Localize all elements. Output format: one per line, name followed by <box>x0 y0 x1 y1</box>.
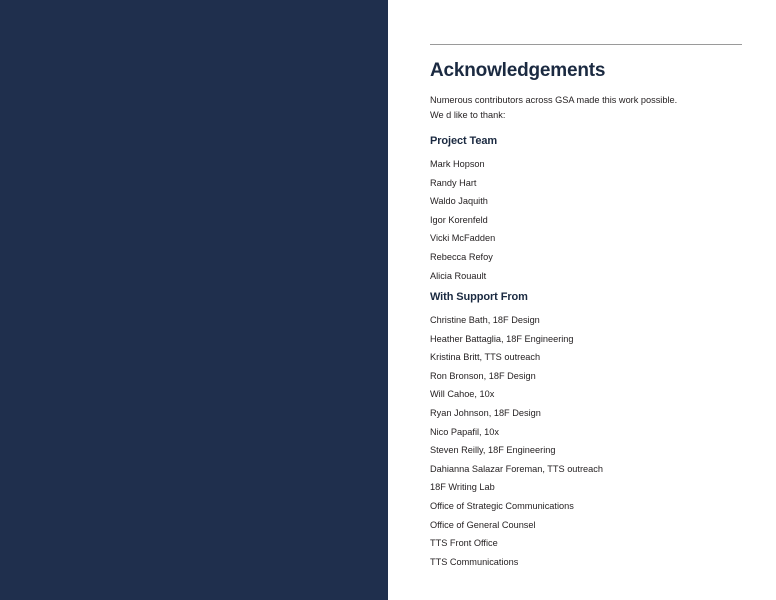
list-item: Christine Bath, 18F Design <box>430 315 540 325</box>
intro-paragraph <box>430 93 730 122</box>
project-team-list <box>430 155 742 285</box>
content-column <box>430 0 742 600</box>
list-item: Igor Korenfeld <box>430 214 488 225</box>
list-item: Ryan Johnson, 18F Design <box>430 407 541 418</box>
section-heading-with-support-from: With Support From <box>430 291 528 303</box>
page-title: Acknowledgements <box>430 60 606 81</box>
section-with-support-from <box>430 290 742 571</box>
list-item: Office of General Counsel <box>430 519 536 530</box>
intro-line-1: Numerous contributors across GSA made this work possible. <box>430 95 678 105</box>
list-item: Heather Battaglia, 18F Engineering <box>430 333 574 344</box>
list-item: Mark Hopson <box>430 159 485 169</box>
list-item: Rebecca Refoy <box>430 251 493 262</box>
list-item: Alicia Rouault <box>430 270 487 281</box>
list-item: Waldo Jaquith <box>430 196 488 207</box>
list-item: 18F Writing Lab <box>430 482 495 493</box>
list-item: Steven Reilly, 18F Engineering <box>430 445 556 456</box>
list-item: Randy Hart <box>430 177 477 188</box>
list-item: Kristina Britt, TTS outreach <box>430 352 541 363</box>
list-item: Office of Strategic Communications <box>430 500 574 511</box>
intro-line-2: We d like to thank: <box>430 109 506 120</box>
top-divider-rule <box>430 44 742 45</box>
list-item: Vicki McFadden <box>430 233 496 244</box>
section-project-team <box>430 134 742 285</box>
support-list <box>430 311 742 571</box>
list-item: Will Cahoe, 10x <box>430 389 495 400</box>
list-item: TTS Communications <box>430 556 519 567</box>
section-heading-project-team: Project Team <box>430 135 498 147</box>
list-item: TTS Front Office <box>430 538 498 549</box>
list-item: Ron Bronson, 18F Design <box>430 370 536 381</box>
list-item: Dahianna Salazar Foreman, TTS outreach <box>430 463 603 474</box>
list-item: Nico Papafil, 10x <box>430 426 499 437</box>
